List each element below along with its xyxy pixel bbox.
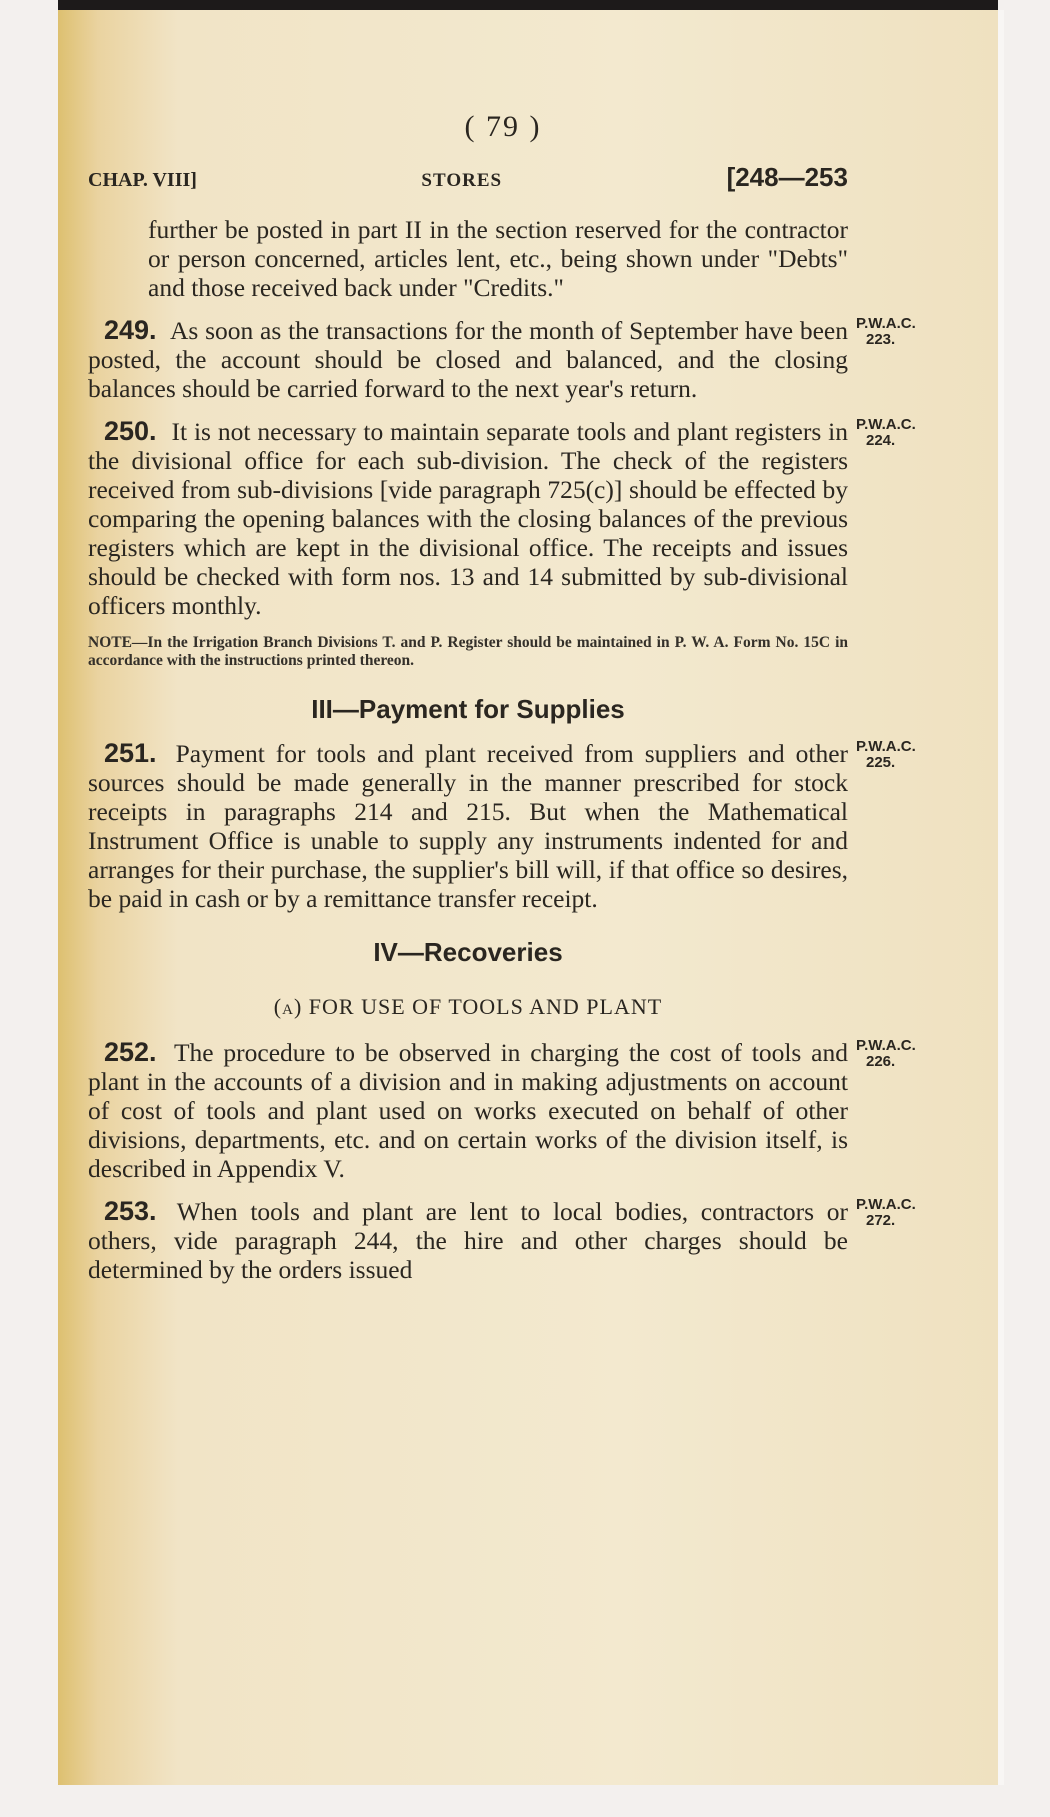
- paragraph-text: As soon as the transactions for the month of September have been posted, the account should be closed and balanced, and the closing balances should be carried forward to the next year's return.: [88, 316, 848, 403]
- paragraph-range: [248—253: [726, 162, 848, 192]
- margin-reference: P.W.A.C. 226.: [856, 1037, 916, 1070]
- paragraph-number: 250.: [104, 416, 157, 446]
- section-title: STORES: [421, 170, 503, 191]
- page-number: ( 79 ): [464, 110, 542, 143]
- paragraph-text: When tools and plant are lent to local bodies, contractors or others, vide paragraph 244, the hire and other charges should be determined by the orders issued: [88, 1197, 849, 1284]
- paragraph-number: 253.: [104, 1196, 157, 1226]
- margin-reference: P.W.A.C. 225.: [856, 738, 916, 771]
- continuation-text: further be posted in part II in the section reserved for the contractor or person concerned, articles lent, etc., being shown under "Debts" and those received back under "Credits.": [148, 215, 848, 302]
- note: NOTE—In the Irrigation Branch Divisions T. and P. Register should be maintained in P. W. A. Form No. 15C in accordance with the instructions printed thereon.: [88, 634, 848, 669]
- running-head: [88, 162, 848, 193]
- paragraph-253: [88, 1197, 948, 1284]
- subsection-heading: (a) FOR USE OF TOOLS AND PLANT: [273, 994, 663, 1019]
- book-page: [58, 0, 998, 1785]
- paragraph-251: [88, 739, 948, 913]
- paragraph-text: Payment for tools and plant received from suppliers and other sources should be made generally in the manner prescribed for stock receipts in paragraphs 214 and 215. But when the Mathematical Instrument Office is unable to supply any instruments indented for and arranges for their purchase, the supplier's bill will, if that office so desires, be paid in cash or by a remittance transfer receipt.: [88, 739, 849, 913]
- paragraph-252: [88, 1038, 948, 1183]
- section-heading-iv: IV—Recoveries: [373, 937, 563, 967]
- margin-reference: P.W.A.C. 224.: [856, 416, 916, 449]
- section-heading-iii: III—Payment for Supplies: [311, 694, 625, 724]
- paragraph-number: 252.: [104, 1037, 157, 1067]
- paragraph-text: It is not necessary to maintain separate tools and plant registers in the divisional office for each sub-division. The check of the registers received from sub-divisions [vide paragraph 725(c)] should be effected by comparing the opening balances with the closing balances of the previous registers which are kept in the divisional office. The receipts and issues should be checked with form nos. 13 and 14 submitted by sub-divisional officers monthly.: [88, 417, 849, 620]
- page-content: [88, 110, 948, 1770]
- paragraph-number: 249.: [104, 315, 157, 345]
- paragraph-250: [88, 417, 948, 620]
- paragraph-249: [88, 316, 948, 403]
- margin-reference: P.W.A.C. 272.: [856, 1196, 916, 1229]
- paragraph-number: 251.: [104, 738, 157, 768]
- margin-reference: P.W.A.C. 223.: [856, 315, 916, 348]
- paragraph-text: The procedure to be observed in charging the cost of tools and plant in the accounts of a division and in making adjustments on account of cost of tools and plant used on works executed on behalf of other divisions, departments, etc. and on certain works of the division itself, is described in Appendix V.: [88, 1038, 848, 1183]
- chapter-label: CHAP. VIII]: [88, 169, 197, 191]
